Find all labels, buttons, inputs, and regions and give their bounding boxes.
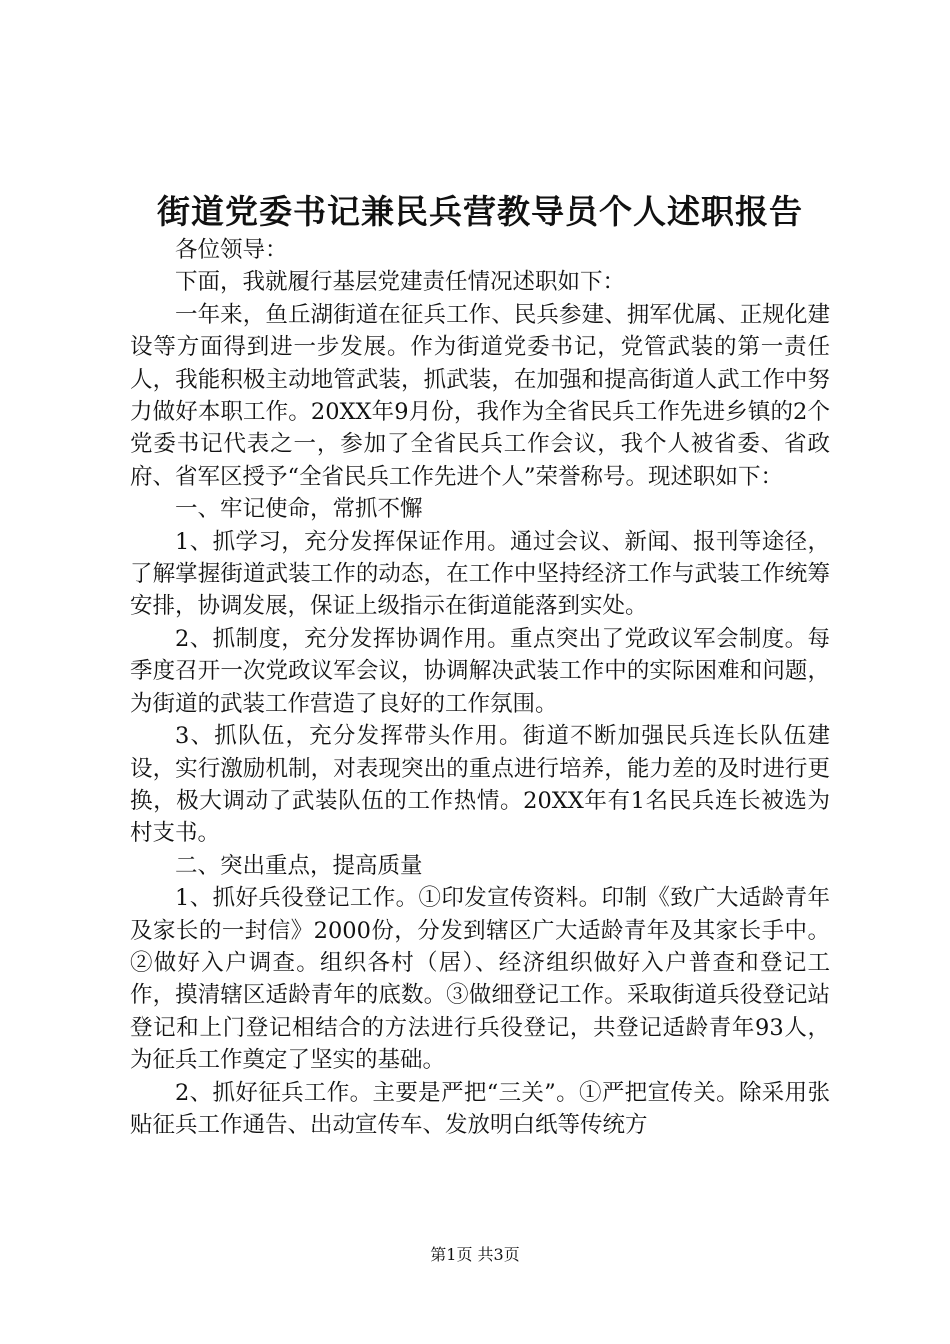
section-heading: 一、牢记使命，常抓不懈	[175, 496, 423, 523]
intro-paragraph: 下面，我就履行基层党建责任情况述职如下：	[175, 269, 626, 296]
salutation: 各位领导：	[175, 237, 288, 263]
section-heading: 二、突出重点，提高质量	[175, 852, 423, 879]
section-item: 2、抓好征兵工作。主要是严把“三关”。①严把宣传关。除采用张贴征兵工作通告、出动宣传车、发放明白纸等传统方	[130, 1079, 830, 1138]
summary-paragraph: 一年来，鱼丘湖街道在征兵工作、民兵参建、拥军优属、正规化建设等方面得到进一步发展。作为街道党委书记，党管武装的第一责任人，我能积极主动地管武装，抓武装，在加强和提高街道人武工作中努力做好本职工作。20XX年9月份，我作为全省民兵工作先进乡镇的2个党委书记代表之一，参加了全省民兵工作会议，我个人被省委、省政府、省军区授予“全省民兵工作先进个人”荣誉称号。现述职如下：	[130, 301, 830, 490]
document-page	[130, 190, 830, 1141]
section-item: 1、抓学习，充分发挥保证作用。通过会议、新闻、报刊等途径，了解掌握街道武装工作的动态，在工作中坚持经济工作与武装工作统筹安排，协调发展，保证上级指示在街道能落到实处。	[130, 528, 830, 620]
section-item: 3、抓队伍，充分发挥带头作用。街道不断加强民兵连长队伍建设，实行激励机制，对表现突出的重点进行培养，能力差的及时进行更换，极大调动了武装队伍的工作热情。20XX年有1名民兵连长被选为村支书。	[130, 723, 830, 847]
document-title: 街道党委书记兼民兵营教导员个人述职报告	[157, 192, 803, 231]
page-footer: 第1页 共3页	[430, 1245, 520, 1264]
section-item: 2、抓制度，充分发挥协调作用。重点突出了党政议军会制度。每季度召开一次党政议军会议，协调解决武装工作中的实际困难和问题，为街道的武装工作营造了良好的工作氛围。	[130, 625, 830, 717]
section-item: 1、抓好兵役登记工作。①印发宣传资料。印制《致广大适龄青年及家长的一封信》2000份，分发到辖区广大适龄青年及其家长手中。②做好入户调查。组织各村（居）、经济组织做好入户普查和登记工作，摸清辖区适龄青年的底数。③做细登记工作。采取街道兵役登记站登记和上门登记相结合的方法进行兵役登记，共登记适龄青年93人，为征兵工作奠定了坚实的基础。	[130, 885, 830, 1074]
